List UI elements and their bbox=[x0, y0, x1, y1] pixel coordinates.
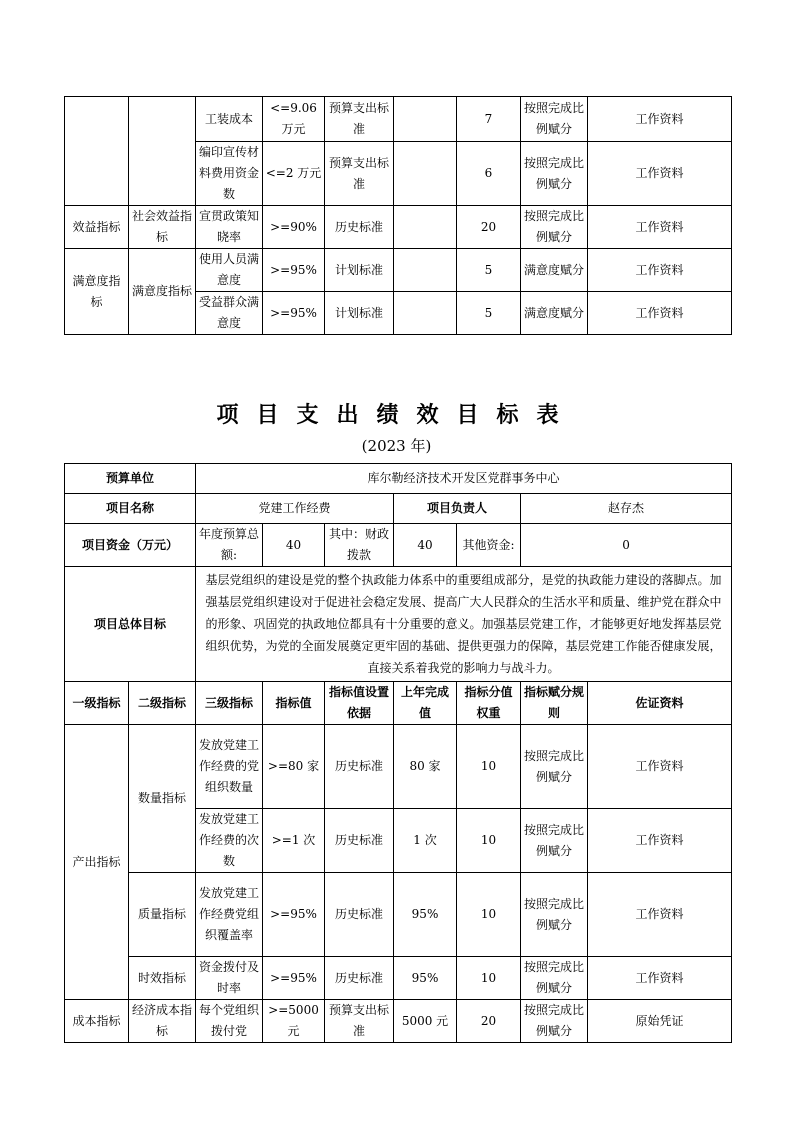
project-name-value: 党建工作经费 bbox=[196, 494, 394, 524]
level1-cell: 效益指标 bbox=[65, 206, 129, 249]
value-cell: >=95% bbox=[263, 292, 325, 335]
evidence-cell: 工作资料 bbox=[588, 725, 732, 809]
table-row bbox=[65, 494, 732, 524]
level2-cell: 满意度指标 bbox=[129, 249, 196, 335]
prev-cell bbox=[394, 249, 457, 292]
level1-cell: 产出指标 bbox=[65, 725, 129, 1000]
goal-text: 基层党组织的建设是党的整个执政能力体系中的重要组成部分，是党的执政能力建设的落脚点。加强基层党组织建设对于促进社会稳定发展、提高广大人民群众的生活水平和质量、维护党在群众中的形象、巩固党的执政地位都具有十分重要的意义。加强基层党建工作，才能够更好地发挥基层党组织优势，为党的全面发展奠定更牢固的基础、提供更强力的保障，基层党建工作能否健康发展，直接关系着我党的影响力与战斗力。 bbox=[196, 567, 732, 682]
prev-cell: 80 家 bbox=[394, 725, 457, 809]
level3-cell: 宣贯政策知晓率 bbox=[196, 206, 263, 249]
table-row bbox=[65, 725, 732, 809]
rule-cell: 按照完成比例赋分 bbox=[521, 725, 588, 809]
level2-cell: 社会效益指标 bbox=[129, 206, 196, 249]
previous-indicator-table bbox=[64, 96, 732, 335]
level3-cell: 编印宣传材料费用资金数 bbox=[196, 142, 263, 206]
table-row bbox=[65, 464, 732, 494]
page-title: 项目支出绩效目标表 bbox=[216, 403, 577, 428]
prev-cell bbox=[394, 97, 457, 142]
level2-cell: 数量指标 bbox=[129, 725, 196, 873]
rule-cell: 满意度赋分 bbox=[521, 249, 588, 292]
table-row bbox=[65, 873, 732, 957]
basis-cell: 历史标准 bbox=[325, 206, 394, 249]
level2-cell: 质量指标 bbox=[129, 873, 196, 957]
rule-cell: 按照完成比例赋分 bbox=[521, 957, 588, 1000]
rule-cell: 按照完成比例赋分 bbox=[521, 142, 588, 206]
level1-cell: 满意度指标 bbox=[65, 249, 129, 335]
value-cell: >=5000 元 bbox=[263, 1000, 325, 1043]
evidence-cell: 工作资料 bbox=[588, 249, 732, 292]
basis-cell: 计划标准 bbox=[325, 292, 394, 335]
level1-cell: 成本指标 bbox=[65, 1000, 129, 1043]
level3-cell: 发放党建工作经费党组织覆盖率 bbox=[196, 873, 263, 957]
level3-cell: 受益群众满意度 bbox=[196, 292, 263, 335]
weight-cell: 10 bbox=[457, 725, 521, 809]
weight-cell: 7 bbox=[457, 97, 521, 142]
header-row bbox=[65, 682, 732, 725]
basis-cell: 历史标准 bbox=[325, 809, 394, 873]
table-row bbox=[65, 567, 732, 682]
level3-cell: 发放党建工作经费的次数 bbox=[196, 809, 263, 873]
fund-label: 项目资金（万元） bbox=[65, 524, 196, 567]
table-row bbox=[65, 1000, 732, 1043]
table-row bbox=[65, 249, 732, 292]
header-cell: 指标分值权重 bbox=[457, 682, 521, 725]
evidence-cell: 工作资料 bbox=[588, 957, 732, 1000]
project-owner-label: 项目负责人 bbox=[394, 494, 521, 524]
level3-cell: 工装成本 bbox=[196, 97, 263, 142]
other-fund-value: 0 bbox=[521, 524, 732, 567]
rule-cell: 按照完成比例赋分 bbox=[521, 1000, 588, 1043]
value-cell: >=90% bbox=[263, 206, 325, 249]
level2-cell: 经济成本指标 bbox=[129, 1000, 196, 1043]
prev-cell bbox=[394, 206, 457, 249]
prev-cell: 95% bbox=[394, 873, 457, 957]
weight-cell: 10 bbox=[457, 873, 521, 957]
annual-budget-value: 40 bbox=[263, 524, 325, 567]
goal-label: 项目总体目标 bbox=[65, 567, 196, 682]
evidence-cell: 工作资料 bbox=[588, 142, 732, 206]
basis-cell: 计划标准 bbox=[325, 249, 394, 292]
evidence-cell: 工作资料 bbox=[588, 873, 732, 957]
value-cell: <=2 万元 bbox=[263, 142, 325, 206]
prev-cell: 95% bbox=[394, 957, 457, 1000]
weight-cell: 5 bbox=[457, 292, 521, 335]
header-cell: 上年完成值 bbox=[394, 682, 457, 725]
prev-cell bbox=[394, 292, 457, 335]
project-owner-value: 赵存杰 bbox=[521, 494, 732, 524]
basis-cell: 历史标准 bbox=[325, 725, 394, 809]
rule-cell: 满意度赋分 bbox=[521, 292, 588, 335]
value-cell: >=95% bbox=[263, 957, 325, 1000]
table-row bbox=[65, 524, 732, 567]
basis-cell: 历史标准 bbox=[325, 873, 394, 957]
evidence-cell: 原始凭证 bbox=[588, 1000, 732, 1043]
basis-cell: 预算支出标准 bbox=[325, 1000, 394, 1043]
level3-cell: 每个党组织拨付党 bbox=[196, 1000, 263, 1043]
level3-cell: 发放党建工作经费的党组织数量 bbox=[196, 725, 263, 809]
header-cell: 指标值 bbox=[263, 682, 325, 725]
fiscal-label: 其中：财政拨款 bbox=[325, 524, 394, 567]
unit-value: 库尔勒经济技术开发区党群事务中心 bbox=[196, 464, 732, 494]
value-cell: >=95% bbox=[263, 249, 325, 292]
table-row bbox=[65, 97, 732, 142]
table-row bbox=[65, 957, 732, 1000]
rule-cell: 按照完成比例赋分 bbox=[521, 206, 588, 249]
unit-label: 预算单位 bbox=[65, 464, 196, 494]
evidence-cell: 工作资料 bbox=[588, 97, 732, 142]
header-cell: 指标赋分规则 bbox=[521, 682, 588, 725]
header-cell: 佐证资料 bbox=[588, 682, 732, 725]
weight-cell: 20 bbox=[457, 1000, 521, 1043]
basis-cell: 预算支出标准 bbox=[325, 97, 394, 142]
basis-cell: 预算支出标准 bbox=[325, 142, 394, 206]
other-fund-label: 其他资金: bbox=[457, 524, 521, 567]
value-cell: >=1 次 bbox=[263, 809, 325, 873]
value-cell: <=9.06 万元 bbox=[263, 97, 325, 142]
annual-budget-label: 年度预算总额: bbox=[196, 524, 263, 567]
prev-cell bbox=[394, 142, 457, 206]
value-cell: >=80 家 bbox=[263, 725, 325, 809]
project-name-label: 项目名称 bbox=[65, 494, 196, 524]
header-cell: 指标值设置依据 bbox=[325, 682, 394, 725]
weight-cell: 6 bbox=[457, 142, 521, 206]
prev-cell: 5000 元 bbox=[394, 1000, 457, 1043]
fiscal-value: 40 bbox=[394, 524, 457, 567]
evidence-cell: 工作资料 bbox=[588, 809, 732, 873]
value-cell: >=95% bbox=[263, 873, 325, 957]
rule-cell: 按照完成比例赋分 bbox=[521, 97, 588, 142]
evidence-cell: 工作资料 bbox=[588, 292, 732, 335]
level2-cell: 时效指标 bbox=[129, 957, 196, 1000]
prev-cell: 1 次 bbox=[394, 809, 457, 873]
level3-cell: 资金拨付及时率 bbox=[196, 957, 263, 1000]
table-row bbox=[65, 206, 732, 249]
header-cell: 二级指标 bbox=[129, 682, 196, 725]
level3-cell: 使用人员满意度 bbox=[196, 249, 263, 292]
weight-cell: 5 bbox=[457, 249, 521, 292]
performance-target-table bbox=[64, 463, 732, 1043]
evidence-cell: 工作资料 bbox=[588, 206, 732, 249]
rule-cell: 按照完成比例赋分 bbox=[521, 809, 588, 873]
year-subtitle: (2023 年) bbox=[361, 437, 432, 455]
rule-cell: 按照完成比例赋分 bbox=[521, 873, 588, 957]
header-cell: 一级指标 bbox=[65, 682, 129, 725]
basis-cell: 历史标准 bbox=[325, 957, 394, 1000]
weight-cell: 10 bbox=[457, 957, 521, 1000]
weight-cell: 10 bbox=[457, 809, 521, 873]
header-cell: 三级指标 bbox=[196, 682, 263, 725]
weight-cell: 20 bbox=[457, 206, 521, 249]
